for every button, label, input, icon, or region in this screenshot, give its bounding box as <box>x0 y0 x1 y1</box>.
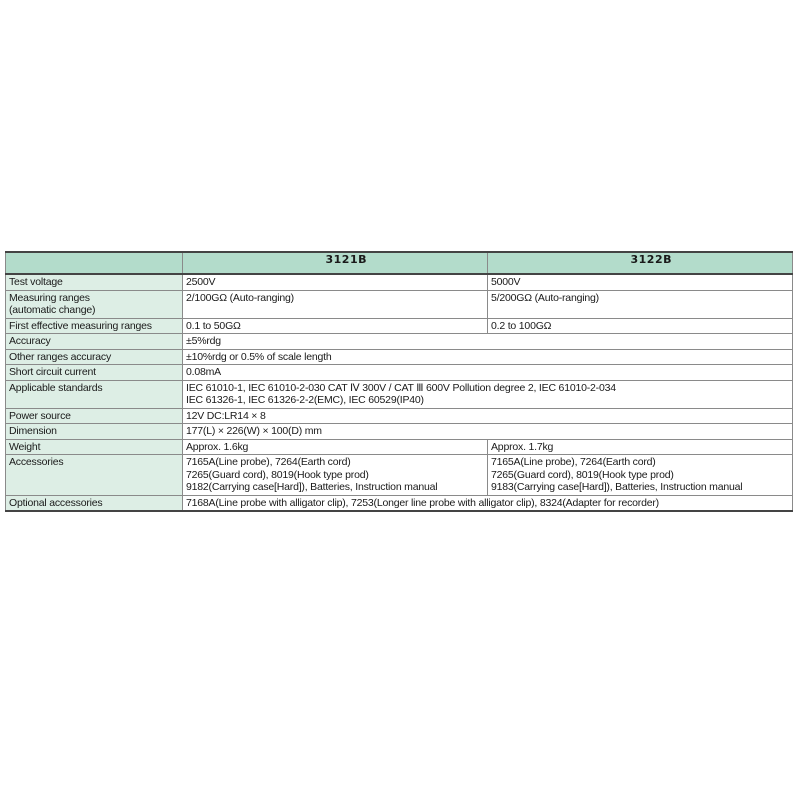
row-label: Applicable standards <box>6 380 183 408</box>
row-label <box>6 290 183 318</box>
spec-table <box>5 251 793 512</box>
cell-shared: 177(L) × 226(W) × 100(D) mm <box>183 424 793 440</box>
accessory-line: 7165A(Line probe), 7264(Earth cord) <box>491 456 656 468</box>
table-row <box>6 495 793 511</box>
cell-3121b: 2500V <box>183 274 488 290</box>
cell-3122b <box>488 455 793 496</box>
table-row <box>6 274 793 290</box>
row-label: Accuracy <box>6 334 183 350</box>
cell-shared: ±10%rdg or 0.5% of scale length <box>183 349 793 365</box>
cell-shared: 7168A(Line probe with alligator clip), 7253(Longer line probe with alligator clip), 8324(Adapter for recorder) <box>183 495 793 511</box>
row-label-line: Measuring ranges <box>9 291 90 304</box>
table-row <box>6 408 793 424</box>
cell-3121b: 2/100GΩ (Auto-ranging) <box>183 290 488 318</box>
row-label: First effective measuring ranges <box>6 318 183 334</box>
header-model-3122b: 3122B <box>488 252 793 274</box>
table-row <box>6 380 793 408</box>
table-row <box>6 349 793 365</box>
header-corner <box>6 252 183 274</box>
row-label-line: (automatic change) <box>9 304 96 316</box>
table-row <box>6 334 793 350</box>
row-label: Optional accessories <box>6 495 183 511</box>
row-label: Dimension <box>6 424 183 440</box>
cell-3121b: 0.1 to 50GΩ <box>183 318 488 334</box>
cell-3122b: 5000V <box>488 274 793 290</box>
row-label: Power source <box>6 408 183 424</box>
row-label: Weight <box>6 439 183 455</box>
accessory-line: 9183(Carrying case[Hard]), Batteries, Instruction manual <box>491 481 743 493</box>
table-row <box>6 424 793 440</box>
table-row <box>6 365 793 381</box>
table-row <box>6 439 793 455</box>
cell-shared: 0.08mA <box>183 365 793 381</box>
cell-3121b <box>183 455 488 496</box>
standards-line: IEC 61326-1, IEC 61326-2-2(EMC), IEC 60529(IP40) <box>186 394 424 406</box>
cell-3122b: 0.2 to 100GΩ <box>488 318 793 334</box>
row-label: Short circuit current <box>6 365 183 381</box>
cell-shared: ±5%rdg <box>183 334 793 350</box>
row-label: Accessories <box>6 455 183 496</box>
table-row <box>6 455 793 496</box>
header-row <box>6 252 793 274</box>
accessory-line: 9182(Carrying case[Hard]), Batteries, Instruction manual <box>186 481 438 493</box>
cell-shared: 12V DC:LR14 × 8 <box>183 408 793 424</box>
table-row <box>6 290 793 318</box>
cell-3122b: Approx. 1.7kg <box>488 439 793 455</box>
standards-line: IEC 61010-1, IEC 61010-2-030 CAT Ⅳ 300V / CAT Ⅲ 600V Pollution degree 2, IEC 61010-2-034 <box>186 381 616 394</box>
cell-shared <box>183 380 793 408</box>
accessory-line: 7265(Guard cord), 8019(Hook type prod) <box>491 468 674 481</box>
table-row <box>6 318 793 334</box>
row-label: Other ranges accuracy <box>6 349 183 365</box>
cell-3121b: Approx. 1.6kg <box>183 439 488 455</box>
accessory-line: 7265(Guard cord), 8019(Hook type prod) <box>186 468 369 481</box>
row-label: Test voltage <box>6 274 183 290</box>
header-model-3121b: 3121B <box>183 252 488 274</box>
accessory-line: 7165A(Line probe), 7264(Earth cord) <box>186 456 351 468</box>
cell-3122b: 5/200GΩ (Auto-ranging) <box>488 290 793 318</box>
